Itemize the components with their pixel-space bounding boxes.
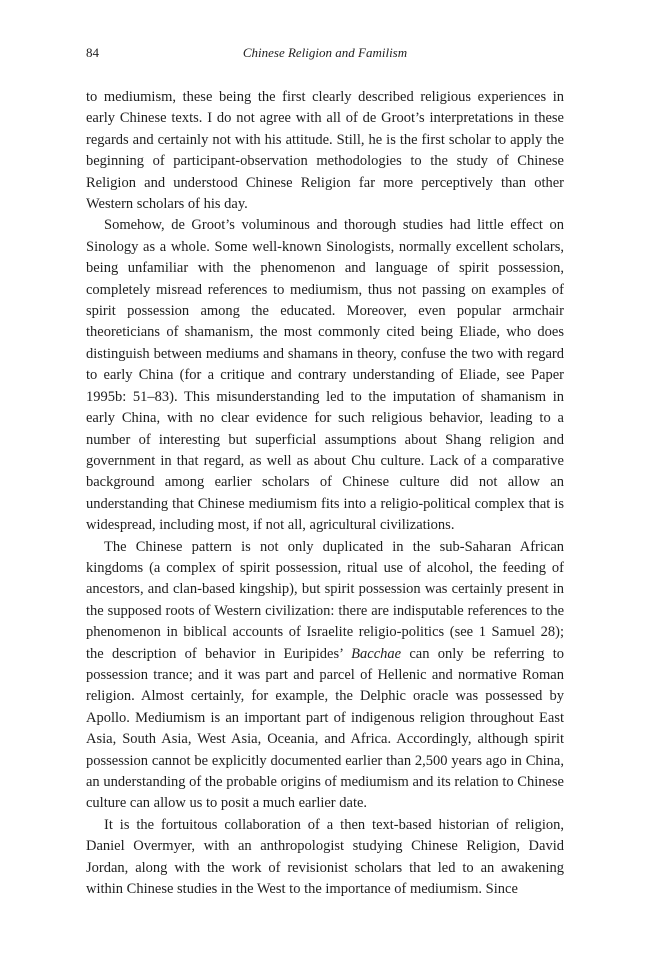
page-number: 84 [86, 45, 99, 60]
paragraph-text: to mediumism, these being the first clearly described religious experiences in early Chinese texts. I do not agree with all of de Groot’s interpretations in these regards and certainly not with his attitude. Still, he is the first scholar to apply the beginning of participant-observation methodologies to the study of Chinese Religion and understood Chinese Religion far more perceptively than other Western scholars of his day. [86, 89, 564, 213]
paragraph-text: It is the fortuitous collaboration of a then text-based historian of religion, Daniel Overmyer, with an anthropologist studying Chinese Religion, David Jordan, along with the work of revisionist scholars that led to an awakening within Chinese studies in the West to the importance of mediumism. Since [86, 816, 564, 898]
paragraph-text: can only be referring to possession trance; and it was part and parcel of Hellenic and normative Roman religion. Almost certainly, for example, the Delphic oracle was possessed by Apollo. Mediumism is an important part of indigenous religion throughout East Asia, South Asia, West Asia, Oceania, and Africa. Accordingly, although spirit possession cannot be explicitly documented earlier than 2,500 years ago in China, an understanding of the probable origins of mediumism and its relation to Chinese culture can allow us to posit a much earlier date. [86, 645, 564, 812]
running-title: Chinese Religion and Familism [242, 45, 408, 60]
italic-title: Bacchae [351, 645, 402, 662]
body-text [86, 87, 564, 900]
paragraph [86, 87, 564, 215]
paragraph [86, 815, 564, 901]
paragraph [86, 215, 564, 536]
page-header [86, 45, 564, 65]
paragraph [86, 537, 564, 815]
paragraph-text: Somehow, de Groot’s voluminous and thorough studies had little effect on Sinology as a whole. Some well-known Sinologists, normally excellent scholars, being unfamiliar with the phenomenon and language of spirit possession, completely misread references to mediumism, thus not passing on examples of spirit possession among the educated. Moreover, even popular armchair theoreticians of shamanism, the most commonly cited being Eliade, who does distinguish between mediums and shamans in theory, confuse the two with regard to early China (for a critique and contrary understanding of Eliade, see Paper 1995b: 51–83). This misunderstanding led to the imputation of shamanism in early China, with no clear evidence for such religious behavior, leading to a number of interesting but superficial assumptions about Shang religion and government in that regard, as well as about Chu culture. Lack of a comparative background among earlier scholars of Chinese culture did not allow an understanding that Chinese mediumism fits into a religio-political complex that is widespread, including most, if not all, agricultural civilizations. [86, 217, 564, 534]
paragraph-text: The Chinese pattern is not only duplicated in the sub-Saharan African kingdoms (a complex of spirit possession, ritual use of alcohol, the feeding of ancestors, and clan-based kingship), but spirit possession was certainly present in the supposed roots of Western civilization: there are indisputable references to the phenomenon in biblical accounts of Israelite religio-politics (see 1 Samuel 28); the description of behavior in Euripides’ [86, 538, 564, 662]
